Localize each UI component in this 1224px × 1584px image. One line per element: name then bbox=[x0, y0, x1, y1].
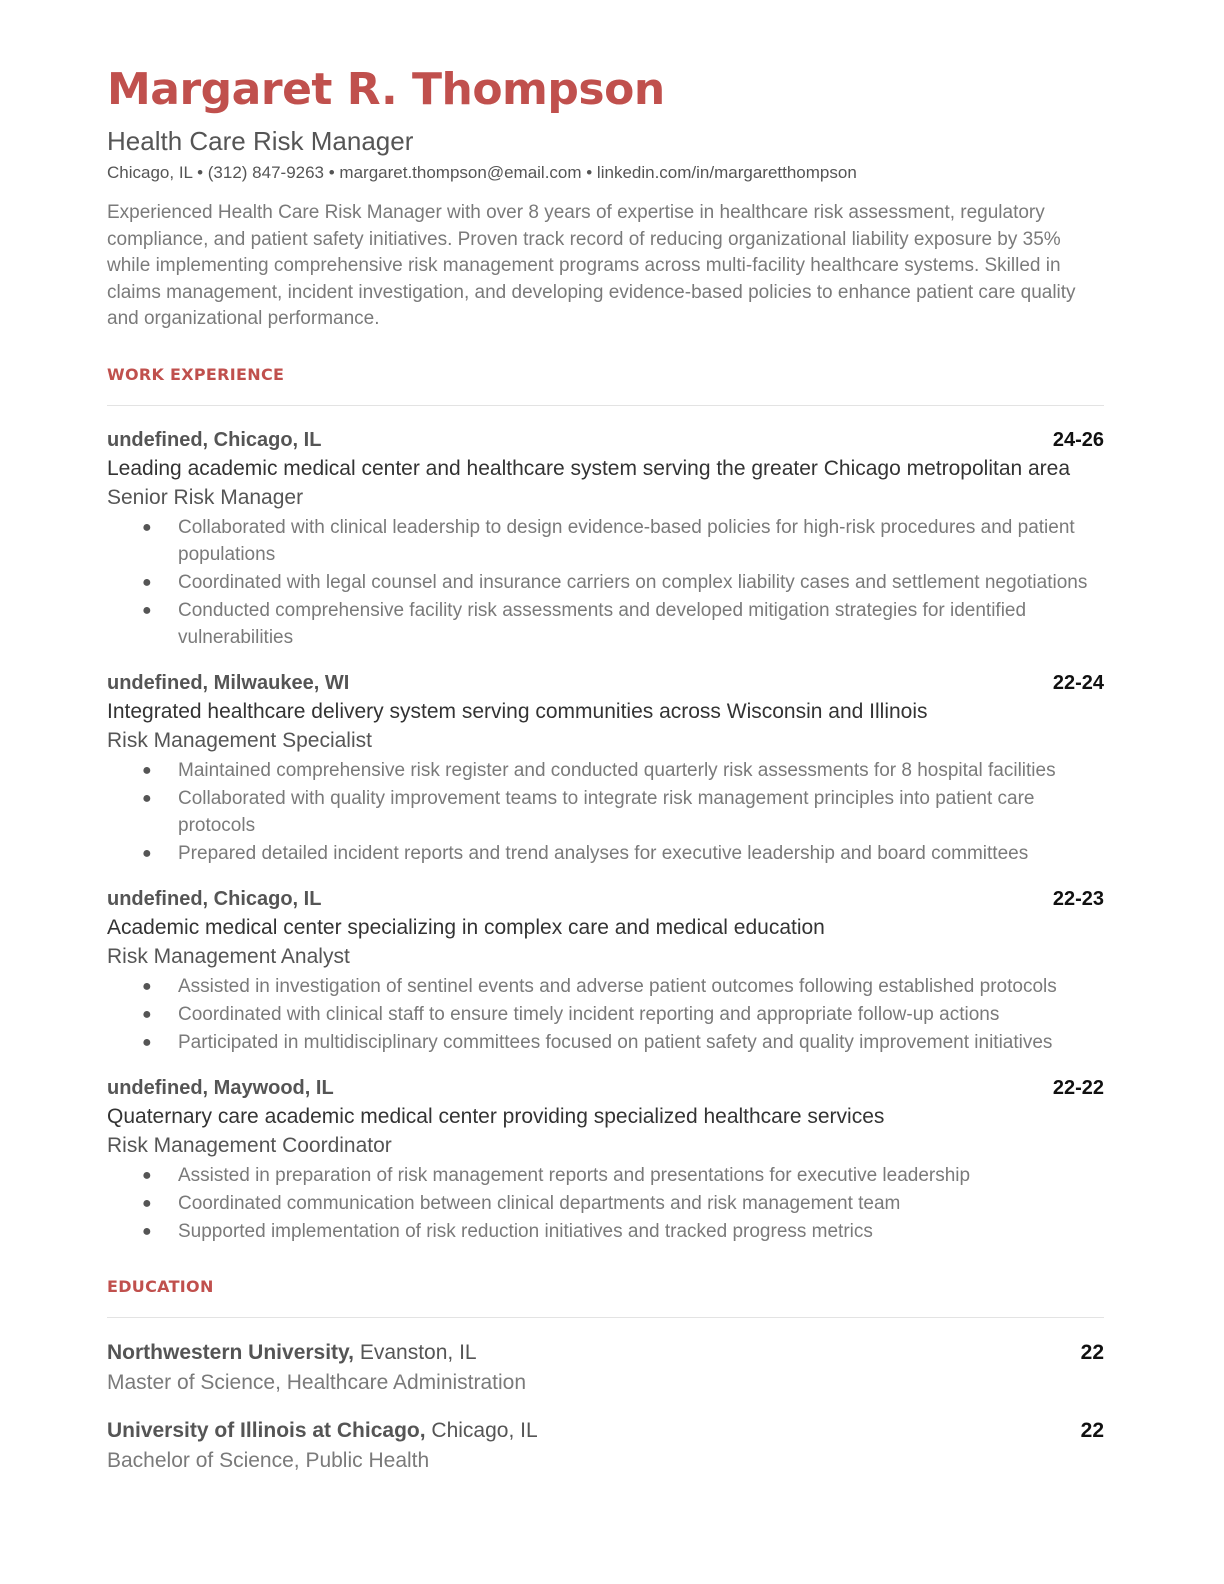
school-location: Chicago, IL bbox=[425, 1418, 538, 1442]
job-role: Risk Management Coordinator bbox=[107, 1134, 392, 1158]
job-role: Senior Risk Manager bbox=[107, 486, 304, 510]
job-description: Quaternary care academic medical center providing specialized healthcare services bbox=[107, 1104, 885, 1128]
job-entry bbox=[107, 426, 1104, 651]
bullet-item: ● Collaborated with clinical leadership to design evidence-based policies for high-risk procedures and patient populations bbox=[107, 514, 1104, 568]
job-entry bbox=[107, 669, 1104, 867]
job-company: undefined, Milwaukee, WI bbox=[107, 671, 350, 694]
degree: Master of Science, Healthcare Administration bbox=[107, 1370, 527, 1394]
job-dates: 22-24 bbox=[1052, 671, 1104, 694]
work-experience-heading: WORK EXPERIENCE bbox=[107, 364, 285, 384]
education-entry bbox=[107, 1338, 1104, 1398]
school-location: Evanston, IL bbox=[354, 1340, 477, 1364]
job-bullets bbox=[107, 757, 1104, 867]
bullet-dot-icon: ● bbox=[142, 1005, 152, 1023]
education-heading: EDUCATION bbox=[107, 1276, 214, 1296]
professional-summary: Experienced Health Care Risk Manager with over 8 years of expertise in healthcare risk assessment, regulatory compliance, and patient safety initiatives. Proven track record of reducing organizational liability exposure by 35% while implementing comprehensive risk management programs across multi-facility healthcare systems. Skilled in claims management, incident investigation, and developing evidence-based policies to enhance patient care quality and organizational performance. bbox=[107, 202, 1076, 330]
bullet-item: ● Participated in multidisciplinary committees focused on patient safety and quality improvement initiatives bbox=[107, 1029, 1104, 1056]
section-divider bbox=[107, 1317, 1104, 1318]
bullet-item: ● Maintained comprehensive risk register and conducted quarterly risk assessments for 8 hospital facilities bbox=[107, 757, 1104, 784]
bullet-item: ● Coordinated communication between clinical departments and risk management team bbox=[107, 1190, 1104, 1217]
job-bullets bbox=[107, 973, 1104, 1056]
job-entry bbox=[107, 1074, 1104, 1245]
education-year: 22 bbox=[1080, 1418, 1104, 1442]
job-bullets bbox=[107, 514, 1104, 651]
bullet-item: ● Conducted comprehensive facility risk assessments and developed mitigation strategies for identified vulnerabilities bbox=[107, 597, 1104, 651]
job-role: Risk Management Specialist bbox=[107, 729, 372, 753]
job-description: Integrated healthcare delivery system serving communities across Wisconsin and Illinois bbox=[107, 699, 928, 723]
contact-line: Chicago, IL • (312) 847-9263 • margaret.thompson@email.com • linkedin.com/in/margaretthompson bbox=[107, 163, 857, 182]
job-description: Leading academic medical center and healthcare system serving the greater Chicago metropolitan area bbox=[107, 456, 1071, 480]
job-dates: 24-26 bbox=[1052, 428, 1104, 451]
bullet-dot-icon: ● bbox=[142, 844, 152, 862]
job-role: Risk Management Analyst bbox=[107, 945, 350, 969]
bullet-item: ● Coordinated with clinical staff to ensure timely incident reporting and appropriate follow-up actions bbox=[107, 1001, 1104, 1028]
job-description: Academic medical center specializing in complex care and medical education bbox=[107, 915, 825, 939]
bullet-dot-icon: ● bbox=[142, 1033, 152, 1051]
bullet-item: ● Assisted in investigation of sentinel events and adverse patient outcomes following established protocols bbox=[107, 973, 1104, 1000]
bullet-dot-icon: ● bbox=[142, 761, 152, 779]
bullet-dot-icon: ● bbox=[142, 789, 152, 807]
bullet-dot-icon: ● bbox=[142, 1194, 152, 1212]
bullet-item: ● Coordinated with legal counsel and insurance carriers on complex liability cases and settlement negotiations bbox=[107, 569, 1104, 596]
education-year: 22 bbox=[1080, 1340, 1104, 1364]
candidate-name: Margaret R. Thompson bbox=[107, 64, 665, 115]
work-experience-list bbox=[107, 426, 1104, 1245]
education-entry bbox=[107, 1416, 1104, 1476]
job-entry bbox=[107, 885, 1104, 1056]
bullet-dot-icon: ● bbox=[142, 1166, 152, 1184]
bullet-dot-icon: ● bbox=[142, 518, 152, 536]
bullet-dot-icon: ● bbox=[142, 601, 152, 619]
job-dates: 22-22 bbox=[1052, 1076, 1104, 1099]
bullet-item: ● Supported implementation of risk reduction initiatives and tracked progress metrics bbox=[107, 1218, 1104, 1245]
bullet-item: ● Assisted in preparation of risk management reports and presentations for executive leadership bbox=[107, 1162, 1104, 1189]
job-company: undefined, Maywood, IL bbox=[107, 1076, 334, 1099]
resume-page bbox=[107, 60, 1104, 1476]
section-divider bbox=[107, 405, 1104, 406]
job-dates: 22-23 bbox=[1052, 887, 1104, 910]
school-name: Northwestern University, bbox=[107, 1340, 355, 1364]
job-bullets bbox=[107, 1162, 1104, 1245]
bullet-dot-icon: ● bbox=[142, 1222, 152, 1240]
job-company: undefined, Chicago, IL bbox=[107, 428, 322, 451]
job-title: Health Care Risk Manager bbox=[107, 126, 414, 156]
bullet-dot-icon: ● bbox=[142, 977, 152, 995]
degree: Bachelor of Science, Public Health bbox=[107, 1448, 430, 1472]
school-name: University of Illinois at Chicago, bbox=[107, 1418, 426, 1442]
bullet-dot-icon: ● bbox=[142, 573, 152, 591]
job-company: undefined, Chicago, IL bbox=[107, 887, 322, 910]
bullet-item: ● Prepared detailed incident reports and trend analyses for executive leadership and board committees bbox=[107, 840, 1104, 867]
bullet-item: ● Collaborated with quality improvement teams to integrate risk management principles into patient care protocols bbox=[107, 785, 1104, 839]
